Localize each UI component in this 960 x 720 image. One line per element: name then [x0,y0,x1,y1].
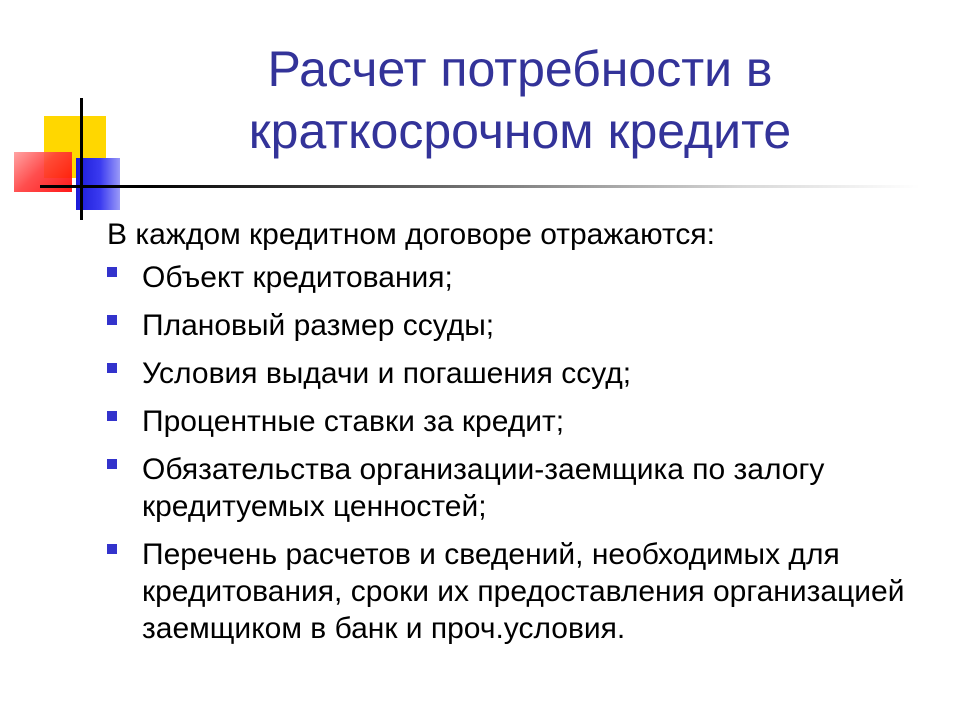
title-underline [40,185,920,188]
list-item-text: Обязательства организации-заемщика по залогу кредитуемых ценностей; [142,453,825,523]
list-item [107,355,937,392]
square-bullet-icon [107,411,117,421]
list-item-text: Плановый размер ссуды; [142,309,495,342]
list-item-text: Объект кредитования; [142,261,453,294]
slide-title-line-1: Расчет потребности в [267,41,773,97]
list-item [107,403,937,440]
list-item-text: Перечень расчетов и сведений, необходимых для кредитования, сроки их предоставления организацией заемщиком в банк и проч.условия. [142,538,905,645]
slide-body [107,216,937,658]
vertical-rule [80,98,83,220]
intro-text: В каждом кредитном договоре отражаются: [107,218,715,251]
slide-title-line-2: краткосрочном кредите [248,103,792,159]
list-item [107,536,937,647]
list-item [107,259,937,296]
list-item [107,451,937,525]
bullet-list [107,259,937,647]
square-bullet-icon [107,459,117,469]
square-bullet-icon [107,544,117,554]
square-bullet-icon [107,315,117,325]
square-bullet-icon [107,363,117,373]
list-item [107,307,937,344]
list-item-text: Условия выдачи и погашения ссуд; [142,357,632,390]
corner-decoration [0,0,140,230]
square-bullet-icon [107,267,117,277]
list-item-text: Процентные ставки за кредит; [142,405,565,438]
slide-title [150,38,890,162]
